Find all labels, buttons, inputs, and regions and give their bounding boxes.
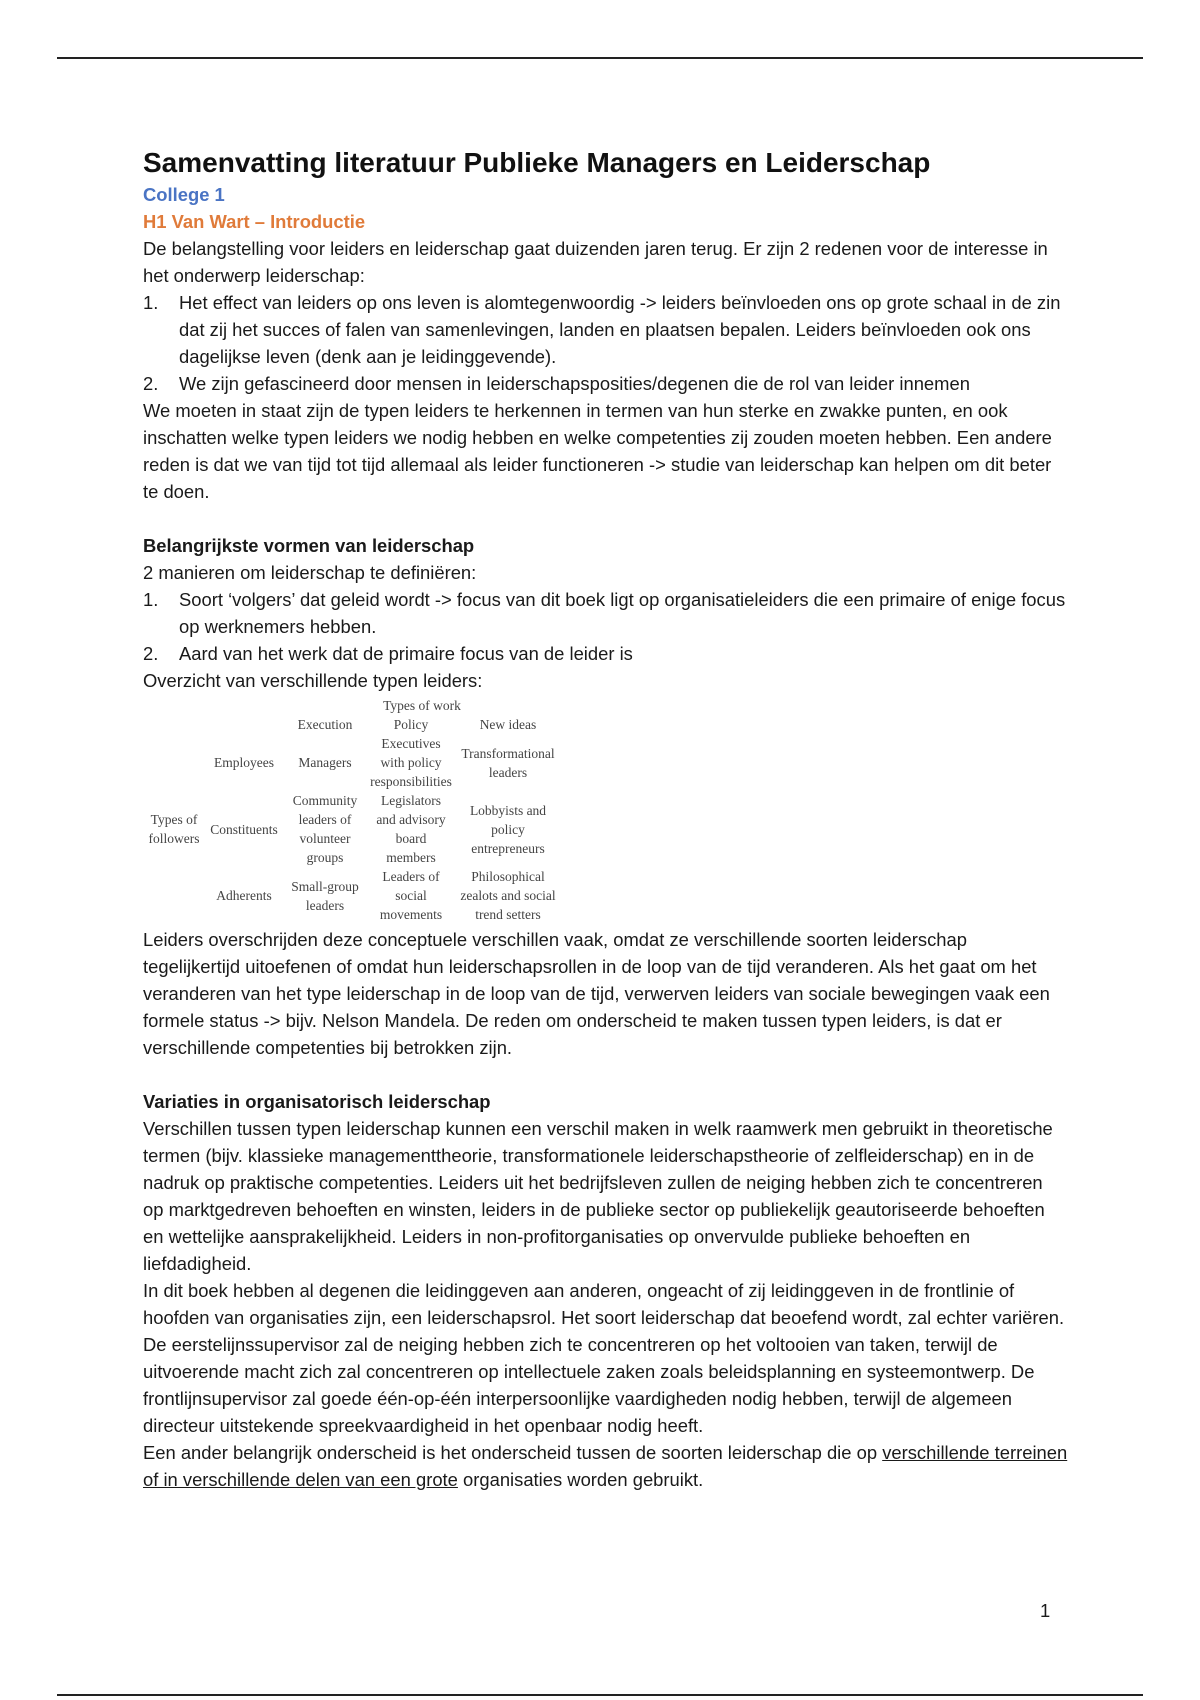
row-header: Constituents: [210, 821, 278, 837]
list-item: [143, 586, 1068, 640]
types-of-work-header: Types of work: [383, 698, 461, 713]
list-number: 1.: [143, 589, 159, 610]
list-text: We zijn gefascineerd door mensen in leiderschapsposities/degenen die de rol van leider innemen: [179, 373, 970, 394]
section-heading-variaties: Variaties in organisatorisch leiderschap: [143, 1091, 491, 1112]
list-item: [143, 640, 1068, 667]
table-cell: Community leaders of volunteer groups: [292, 793, 358, 865]
document-body: [143, 145, 1068, 1493]
section-heading-vormen: Belangrijkste vormen van leiderschap: [143, 535, 475, 556]
list-number: 2.: [143, 643, 159, 664]
list-text: Aard van het werk dat de primaire focus van de leider is: [179, 643, 633, 664]
col-header: Execution: [297, 717, 353, 732]
types-of-followers-header: Types of followers: [148, 812, 200, 846]
paragraph-text: organisaties worden gebruikt.: [457, 1469, 704, 1490]
col-header: Policy: [393, 717, 429, 732]
footer-rule: [57, 1694, 1143, 1696]
list-text: Soort ‘volgers’ dat geleid wordt -> focus van dit boek ligt op organisatieleiders die een primaire of enige focus op werknemers hebben.: [179, 589, 1066, 637]
page-number: 1: [1040, 1600, 1051, 1621]
chapter-heading: H1 Van Wart – Introductie: [143, 211, 366, 232]
list-number: 1.: [143, 292, 159, 313]
paragraph-text: Een ander belangrijk onderscheid is het onderscheid tussen de soorten leiderschap die op: [143, 1442, 883, 1463]
leader-types-table: [143, 696, 561, 924]
reasons-list: [143, 289, 1068, 397]
table-cell: Transformational leaders: [461, 745, 555, 780]
after-table-paragraph: Leiders overschrijden deze conceptuele verschillen vaak, omdat ze verschillende soorten leiderschap tegelijkertijd uitoefenen of omdat hun leiderschapsrollen in de loop van de tijd veranderen. Als het gaat om het veranderen van het type leiderschap in de loop van de tijd, verwerven leiders van sociale bewegingen vaak een formele status -> bijv. Nelson Mandela. De reden om onderscheid te maken tussen typen leiders, is dat er verschillende competenties bij betrokken zijn.: [143, 929, 1050, 1058]
intro-paragraph: De belangstelling voor leiders en leiderschap gaat duizenden jaren terug. Er zijn 2 redenen voor de interesse in het onderwerp leiderschap:: [143, 238, 1048, 286]
row-header: Adherents: [216, 888, 272, 903]
list-item: [143, 370, 1068, 397]
table-cell: Lobbyists and policy entrepreneurs: [469, 802, 547, 856]
table-cell: Legislators and advisory board members: [376, 793, 446, 865]
intro-conclusion: We moeten in staat zijn de typen leiders te herkennen in termen van hun sterke en zwakke punten, en ook inschatten welke typen leiders we nodig hebben en welke competenties zij zouden moeten hebben. Een andere reden is dat we van tijd tot tijd allemaal als leider functioneren -> studie van leiderschap kan helpen om dit beter te doen.: [143, 400, 1052, 502]
variaties-paragraph-3: [143, 1439, 1068, 1493]
section1-intro: 2 manieren om leiderschap te definiëren:: [143, 562, 477, 583]
underlined-text: verschillende terreinen of in verschillende delen van een grote: [143, 1442, 1068, 1490]
row-header: Employees: [214, 755, 274, 770]
table-cell: Executives with policy responsibilities: [370, 736, 452, 789]
table-cell: Small-group leaders: [291, 878, 359, 913]
header-rule: [57, 57, 1143, 59]
list-item: [143, 289, 1068, 370]
table-cell: Philosophical zealots and social trend setters: [460, 869, 556, 922]
college-heading: College 1: [143, 184, 225, 205]
overview-label: Overzicht van verschillende typen leiders:: [143, 670, 483, 691]
document-title: Samenvatting literatuur Publieke Managers en Leiderschap: [143, 147, 931, 178]
definition-list: [143, 586, 1068, 667]
list-text: Het effect van leiders op ons leven is alomtegenwoordig -> leiders beïnvloeden ons op grote schaal in de zin dat zij het succes of falen van samenlevingen, landen en plaatsen bepalen. Leiders beïnvloeden ook ons dagelijkse leven (denk aan je leidinggevende).: [179, 292, 1061, 367]
col-header: New ideas: [479, 717, 537, 732]
variaties-paragraph-1: Verschillen tussen typen leiderschap kunnen een verschil maken in welk raamwerk men gebruikt in theoretische termen (bijv. klassieke managementtheorie, transformationele leiderschapstheorie of zelfleiderschap) en in de nadruk op praktische competenties. Leiders uit het bedrijfsleven zullen de neiging hebben zich te concentreren op marktgedreven behoeften en winsten, leiders in de publieke sector op publiekelijk geautoriseerde behoeften en wettelijke aansprakelijkheid. Leiders in non-profitorganisaties op onvervulde publieke behoeften en liefdadigheid.: [143, 1118, 1053, 1274]
variaties-paragraph-2: In dit boek hebben al degenen die leidinggeven aan anderen, ongeacht of zij leidinggeven in de frontlinie of hoofden van organisaties zijn, een leiderschapsrol. Het soort leiderschap dat beoefend wordt, zal echter variëren. De eerstelijnssupervisor zal de neiging hebben zich te concentreren op het voltooien van taken, terwijl de uitvoerende macht zich zal concentreren op intellectuele zaken zoals beleidsplanning en systeemontwerp. De frontlijnsupervisor zal goede één-op-één interpersoonlijke vaardigheden nodig hebben, terwijl de algemeen directeur uitstekende spreekvaardigheid in het openbaar nodig heeft.: [143, 1280, 1065, 1436]
list-number: 2.: [143, 373, 159, 394]
table-cell: Managers: [298, 755, 352, 770]
table-cell: Leaders of social movements: [379, 869, 443, 922]
